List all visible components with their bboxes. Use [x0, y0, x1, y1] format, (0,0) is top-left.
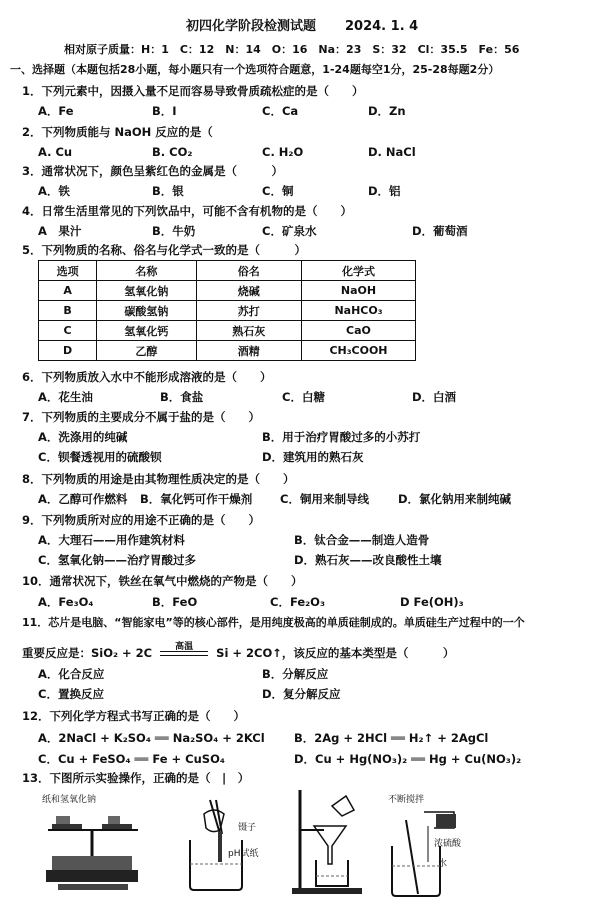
q11-option-b: B．分解反应	[262, 667, 329, 681]
q10-option-d: D Fe(OH)₃	[400, 595, 464, 609]
table-header-row	[39, 261, 416, 281]
q1-option-b: B．I	[152, 104, 177, 118]
reaction-condition: 高温	[175, 641, 194, 652]
q12-option-d: D．Cu + Hg(NO₃)₂ ══ Hg + Cu(NO₃)₂	[294, 752, 522, 766]
q7-stem: 7．下列物质的主要成分不属于盐的是（ ）	[22, 410, 260, 424]
dilution-icon	[384, 802, 504, 902]
q12-option-a: A．2NaCl + K₂SO₄ ══ Na₂SO₄ + 2KCl	[38, 731, 265, 745]
q3-option-a: A．铁	[38, 184, 70, 198]
q3-option-d: D．铝	[368, 184, 401, 198]
q9-option-c: C．氢氧化钠——治疗胃酸过多	[38, 553, 196, 567]
figure-c-filtration	[290, 790, 370, 900]
balance-icon	[38, 800, 148, 900]
q10-option-b: B．FeO	[152, 595, 198, 609]
q2-option-b: B. CO₂	[152, 145, 193, 159]
table-cell: 碳酸氢钠	[97, 301, 196, 321]
q13-stem: 13．下图所示实验操作，正确的是（ | ）	[22, 771, 250, 785]
q2-option-d: D. NaCl	[368, 145, 416, 159]
q3-stem: 3．通常状况下，颜色呈紫红色的金属是（ ）	[22, 164, 283, 178]
q6-option-d: D．白酒	[412, 390, 457, 404]
atomic-mass-line: 相对原子质量：H：1 C：12 N：14 O：16 Na：23 S：32 Cl：35.5 Fe：56	[64, 43, 520, 56]
filtration-icon	[290, 786, 370, 896]
q11-option-d: D．复分解反应	[262, 687, 341, 701]
q10-stem: 10．通常状况下，铁丝在氧气中燃烧的产物是（ ）	[22, 574, 303, 588]
q1-option-d: D．Zn	[368, 104, 406, 118]
q12-stem: 12．下列化学方程式书写正确的是（ ）	[22, 709, 246, 723]
q4-option-b: B．牛奶	[152, 224, 196, 238]
q3-option-b: B．银	[152, 184, 184, 198]
section-heading: 一、选择题（本题包括28小题，每小题只有一个选项符合题意，1-24题每空1分，25-28每题2分）	[10, 63, 500, 76]
q8-option-a: A．乙醇可作燃料	[38, 492, 128, 506]
q9-stem: 9．下列物质所对应的用途不正确的是（ ）	[22, 513, 260, 527]
q11-equation-line	[22, 641, 455, 660]
q2-option-a: A. Cu	[38, 145, 73, 159]
figure-label: 纸和氢氧化钠	[42, 795, 97, 805]
q1-option-a: A．Fe	[38, 104, 74, 118]
exam-title: 初四化学阶段检测试题	[186, 19, 317, 34]
table-cell: B	[39, 301, 97, 321]
q11-option-a: A．化合反应	[38, 667, 105, 681]
table-row	[39, 341, 416, 361]
q8-stem: 8．下列物质的用途是由其物理性质决定的是（ ）	[22, 472, 295, 486]
q4-option-d: D．葡萄酒	[412, 224, 468, 238]
figure-label: 浓硫酸	[434, 839, 462, 849]
table-cell: 氢氧化钙	[97, 321, 196, 341]
exam-date: 2024. 1. 4	[345, 19, 419, 34]
table-row	[39, 321, 416, 341]
q6-option-b: B．食盐	[160, 390, 204, 404]
q7-option-a: A．洗涤用的纯碱	[38, 430, 128, 444]
q12-option-b: B．2Ag + 2HCl ══ H₂↑ + 2AgCl	[294, 731, 489, 745]
table-cell: 乙醇	[97, 341, 196, 361]
q5-stem: 5．下列物质的名称、俗名与化学式一致的是（ ）	[22, 243, 306, 257]
q3-option-c: C．铜	[262, 184, 294, 198]
q9-option-d: D．熟石灰——改良酸性土壤	[294, 553, 442, 567]
table-cell: 苏打	[196, 301, 301, 321]
figure-d-dilution	[384, 790, 504, 900]
q4-stem: 4．日常生活里常见的下列饮品中，可能不含有机物的是（ ）	[22, 204, 352, 218]
q9-option-a: A．大理石——用作建筑材料	[38, 533, 185, 547]
q7-option-d: D．建筑用的熟石灰	[262, 450, 364, 464]
table-cell: NaHCO₃	[301, 301, 415, 321]
q1-stem: 1．下列元素中，因摄入量不足而容易导致骨质疏松症的是（ ）	[22, 84, 364, 98]
q2-option-c: C. H₂O	[262, 145, 304, 159]
figure-label: 不断搅拌	[388, 795, 425, 805]
q7-option-b: B．用于治疗胃酸过多的小苏打	[262, 430, 421, 444]
q8-option-b: B．氧化钙可作干燥剂	[140, 492, 253, 506]
table-cell: D	[39, 341, 97, 361]
table-cell: CaO	[301, 321, 415, 341]
figure-a-balance	[38, 790, 148, 900]
q11-stem: 11．芯片是电脑、“智能家电”等的核心部件，是用纯度极高的单质硅制成的。单质硅生产过程中的一个	[22, 616, 525, 629]
table-header-cell: 俗名	[196, 261, 301, 281]
figure-label: 镊子	[238, 823, 257, 833]
q11-equation-right: Si + 2CO↑，该反应的基本类型是（ ）	[216, 646, 455, 660]
q4-option-a: A 果汁	[38, 224, 82, 238]
figure-label: pH试纸	[228, 849, 259, 859]
table-row	[39, 281, 416, 301]
q6-option-a: A．花生油	[38, 390, 93, 404]
table-header-cell: 名称	[97, 261, 196, 281]
q7-option-c: C．钡餐透视用的硫酸钡	[38, 450, 162, 464]
q12-option-c: C．Cu + FeSO₄ ══ Fe + CuSO₄	[38, 752, 225, 766]
table-cell: A	[39, 281, 97, 301]
table-cell: 氢氧化钠	[97, 281, 196, 301]
table-header-cell: 化学式	[301, 261, 415, 281]
q9-option-b: B．钛合金——制造人造骨	[294, 533, 430, 547]
q8-option-c: C．铜用来制导线	[280, 492, 369, 506]
reaction-arrow	[160, 641, 208, 660]
q11-option-c: C．置换反应	[38, 687, 104, 701]
q5-table	[38, 260, 416, 361]
table-cell: CH₃COOH	[301, 341, 415, 361]
q1-option-c: C．Ca	[262, 104, 299, 118]
table-cell: 酒精	[196, 341, 301, 361]
table-cell: 熟石灰	[196, 321, 301, 341]
table-cell: C	[39, 321, 97, 341]
q10-option-a: A．Fe₃O₄	[38, 595, 94, 609]
q4-option-c: C．矿泉水	[262, 224, 317, 238]
q10-option-c: C．Fe₂O₃	[270, 595, 325, 609]
figure-b-ph-test	[180, 790, 280, 900]
q6-stem: 6．下列物质放入水中不能形成溶液的是（ ）	[22, 370, 272, 384]
table-cell: NaOH	[301, 281, 415, 301]
figure-label: 水	[438, 859, 448, 869]
table-cell: 烧碱	[196, 281, 301, 301]
table-row	[39, 301, 416, 321]
q11-equation-left: 重要反应是：SiO₂ + 2C	[22, 646, 153, 660]
table-header-cell: 选项	[39, 261, 97, 281]
ph-test-icon	[180, 794, 280, 894]
q8-option-d: D．氯化钠用来制纯碱	[398, 492, 512, 506]
q6-option-c: C．白糖	[282, 390, 325, 404]
q2-stem: 2．下列物质能与 NaOH 反应的是（	[22, 125, 213, 139]
